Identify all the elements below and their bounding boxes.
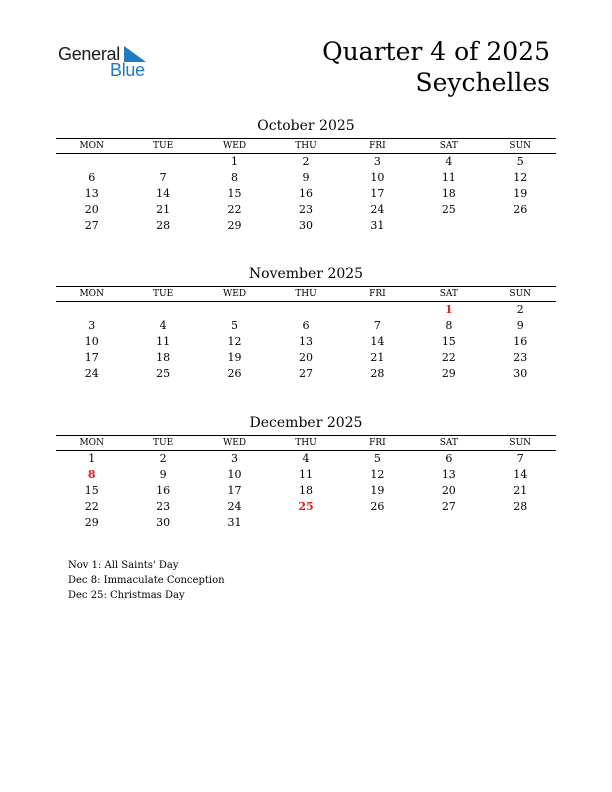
day-cell: 17 xyxy=(84,351,99,364)
day-cell: 7 xyxy=(159,171,167,184)
empty-day-cell xyxy=(342,515,413,531)
quarter-title: Quarter 4 of 2025 xyxy=(322,37,550,66)
weekday-label: MON xyxy=(79,438,104,448)
weekday-header xyxy=(56,435,556,451)
day-cell: 18 xyxy=(441,187,456,200)
day-cell: 9 xyxy=(159,468,167,481)
week-row xyxy=(56,318,556,334)
day-cell: 2 xyxy=(159,452,167,465)
day-cell: 22 xyxy=(227,203,242,216)
holiday-day-cell: 8 xyxy=(87,468,96,481)
day-cell: 28 xyxy=(156,219,171,232)
empty-day-cell xyxy=(485,515,556,531)
month-grid xyxy=(56,154,556,234)
empty-day-cell xyxy=(413,218,484,234)
week-row xyxy=(56,366,556,382)
empty-day-cell xyxy=(270,302,341,318)
day-cell: 30 xyxy=(156,516,171,529)
day-cell: 5 xyxy=(231,319,239,332)
day-cell: 15 xyxy=(227,187,242,200)
day-cell: 30 xyxy=(513,367,528,380)
week-row xyxy=(56,515,556,531)
holiday-day-cell: 25 xyxy=(298,500,314,513)
day-cell: 13 xyxy=(298,335,313,348)
day-cell: 24 xyxy=(84,367,99,380)
weekday-label: TUE xyxy=(153,289,174,299)
day-cell: 16 xyxy=(513,335,528,348)
month-title: October 2025 xyxy=(257,118,355,134)
weekday-label: WED xyxy=(223,438,247,448)
day-cell: 6 xyxy=(445,452,453,465)
day-cell: 22 xyxy=(84,500,99,513)
week-row xyxy=(56,467,556,483)
day-cell: 16 xyxy=(156,484,171,497)
day-cell: 23 xyxy=(298,203,313,216)
weekday-label: WED xyxy=(223,141,247,151)
weekday-label: THU xyxy=(295,438,317,448)
day-cell: 13 xyxy=(441,468,456,481)
day-cell: 8 xyxy=(231,171,239,184)
day-cell: 25 xyxy=(441,203,456,216)
weekday-label: FRI xyxy=(369,289,386,299)
week-row xyxy=(56,186,556,202)
day-cell: 29 xyxy=(84,516,99,529)
day-cell: 17 xyxy=(227,484,242,497)
day-cell: 10 xyxy=(227,468,242,481)
empty-day-cell xyxy=(56,154,127,170)
day-cell: 19 xyxy=(370,484,385,497)
day-cell: 23 xyxy=(156,500,171,513)
empty-day-cell xyxy=(199,302,270,318)
weekday-label: SUN xyxy=(509,141,532,151)
empty-day-cell xyxy=(413,515,484,531)
day-cell: 3 xyxy=(373,155,381,168)
weekday-label: THU xyxy=(295,141,317,151)
empty-day-cell xyxy=(270,515,341,531)
empty-day-cell xyxy=(56,302,127,318)
day-cell: 18 xyxy=(156,351,171,364)
day-cell: 5 xyxy=(516,155,524,168)
day-cell: 25 xyxy=(156,367,171,380)
day-cell: 27 xyxy=(298,367,313,380)
day-cell: 19 xyxy=(227,351,242,364)
day-cell: 20 xyxy=(298,351,313,364)
day-cell: 6 xyxy=(88,171,96,184)
day-cell: 13 xyxy=(84,187,99,200)
empty-day-cell xyxy=(127,302,198,318)
day-cell: 19 xyxy=(513,187,528,200)
day-cell: 29 xyxy=(441,367,456,380)
day-cell: 7 xyxy=(373,319,381,332)
week-row xyxy=(56,170,556,186)
holiday-note: Dec 8: Immaculate Conception xyxy=(68,575,225,586)
day-cell: 18 xyxy=(298,484,313,497)
day-cell: 12 xyxy=(227,335,242,348)
month-grid xyxy=(56,302,556,382)
week-row xyxy=(56,154,556,170)
day-cell: 11 xyxy=(156,335,171,348)
day-cell: 29 xyxy=(227,219,242,232)
week-row xyxy=(56,350,556,366)
weekday-label: SUN xyxy=(509,438,532,448)
month-grid xyxy=(56,451,556,531)
weekday-label: TUE xyxy=(153,141,174,151)
month-november xyxy=(56,265,556,382)
weekday-header xyxy=(56,138,556,154)
country-name: Seychelles xyxy=(415,68,550,97)
generalblue-logo xyxy=(58,44,158,80)
day-cell: 4 xyxy=(445,155,453,168)
day-cell: 26 xyxy=(513,203,528,216)
day-cell: 23 xyxy=(513,351,528,364)
day-cell: 30 xyxy=(298,219,313,232)
day-cell: 11 xyxy=(441,171,456,184)
day-cell: 9 xyxy=(302,171,310,184)
day-cell: 21 xyxy=(370,351,385,364)
weekday-label: MON xyxy=(79,141,104,151)
week-row xyxy=(56,334,556,350)
day-cell: 6 xyxy=(302,319,310,332)
day-cell: 22 xyxy=(441,351,456,364)
weekday-label: SAT xyxy=(439,289,458,299)
week-row xyxy=(56,218,556,234)
logo-blue-text: Blue xyxy=(110,60,145,80)
month-october xyxy=(56,117,556,234)
day-cell: 20 xyxy=(441,484,456,497)
day-cell: 12 xyxy=(513,171,528,184)
holiday-notes xyxy=(68,558,225,603)
weekday-header xyxy=(56,286,556,302)
empty-day-cell xyxy=(485,218,556,234)
day-cell: 24 xyxy=(227,500,242,513)
weekday-label: SUN xyxy=(509,289,532,299)
day-cell: 14 xyxy=(513,468,528,481)
day-cell: 14 xyxy=(370,335,385,348)
day-cell: 21 xyxy=(156,203,171,216)
weekday-label: FRI xyxy=(369,141,386,151)
day-cell: 10 xyxy=(84,335,99,348)
page-title xyxy=(322,36,550,98)
month-title: December 2025 xyxy=(249,415,363,431)
day-cell: 4 xyxy=(159,319,167,332)
month-december xyxy=(56,414,556,531)
weekday-label: THU xyxy=(295,289,317,299)
day-cell: 4 xyxy=(302,452,310,465)
day-cell: 15 xyxy=(441,335,456,348)
day-cell: 20 xyxy=(84,203,99,216)
day-cell: 26 xyxy=(227,367,242,380)
day-cell: 28 xyxy=(513,500,528,513)
empty-day-cell xyxy=(342,302,413,318)
day-cell: 7 xyxy=(516,452,524,465)
month-title: November 2025 xyxy=(248,266,364,282)
day-cell: 1 xyxy=(88,452,96,465)
day-cell: 27 xyxy=(84,219,99,232)
weekday-label: FRI xyxy=(369,438,386,448)
day-cell: 31 xyxy=(227,516,242,529)
day-cell: 2 xyxy=(302,155,310,168)
week-row xyxy=(56,451,556,467)
holiday-note: Dec 25: Christmas Day xyxy=(68,590,185,601)
day-cell: 15 xyxy=(84,484,99,497)
weekday-label: MON xyxy=(79,289,104,299)
day-cell: 28 xyxy=(370,367,385,380)
day-cell: 2 xyxy=(516,303,524,316)
day-cell: 1 xyxy=(231,155,239,168)
day-cell: 12 xyxy=(370,468,385,481)
day-cell: 3 xyxy=(88,319,96,332)
weekday-label: WED xyxy=(223,289,247,299)
holiday-note: Nov 1: All Saints' Day xyxy=(68,560,179,571)
week-row xyxy=(56,483,556,499)
day-cell: 17 xyxy=(370,187,385,200)
day-cell: 24 xyxy=(370,203,385,216)
empty-day-cell xyxy=(127,154,198,170)
day-cell: 8 xyxy=(445,319,453,332)
logo-general-text: General xyxy=(58,44,120,64)
day-cell: 31 xyxy=(370,219,385,232)
day-cell: 9 xyxy=(516,319,524,332)
day-cell: 21 xyxy=(513,484,528,497)
weekday-label: SAT xyxy=(439,141,458,151)
holiday-day-cell: 1 xyxy=(444,303,453,316)
day-cell: 16 xyxy=(298,187,313,200)
week-row xyxy=(56,202,556,218)
day-cell: 3 xyxy=(231,452,239,465)
day-cell: 14 xyxy=(156,187,171,200)
day-cell: 5 xyxy=(373,452,381,465)
day-cell: 27 xyxy=(441,500,456,513)
weekday-label: TUE xyxy=(153,438,174,448)
weekday-label: SAT xyxy=(439,438,458,448)
day-cell: 26 xyxy=(370,500,385,513)
week-row xyxy=(56,302,556,318)
week-row xyxy=(56,499,556,515)
day-cell: 10 xyxy=(370,171,385,184)
day-cell: 11 xyxy=(298,468,313,481)
